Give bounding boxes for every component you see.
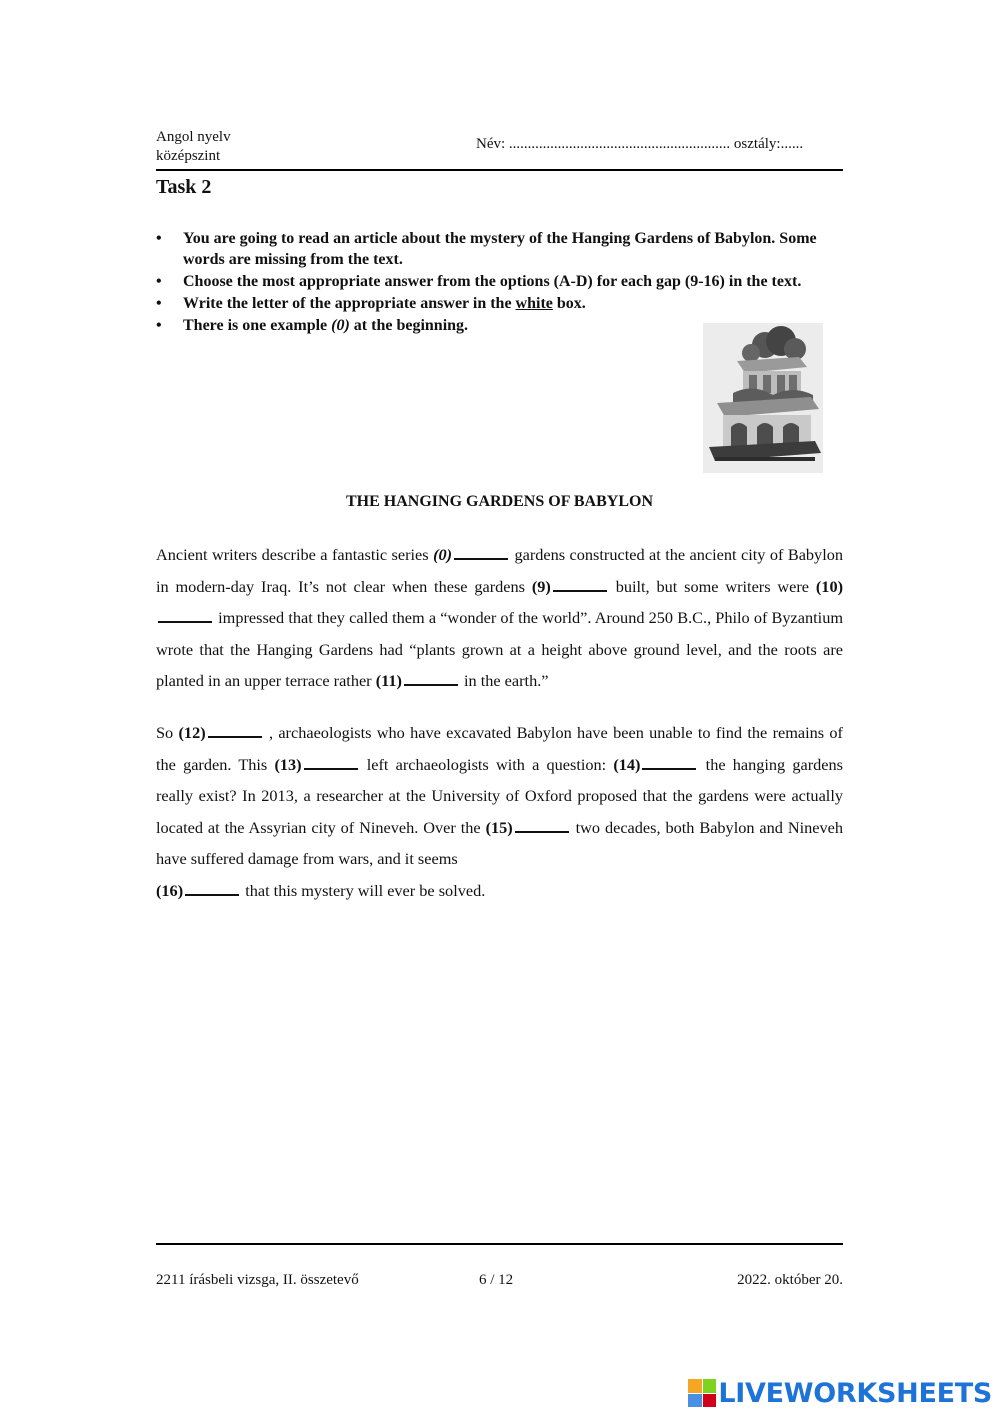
gap-blank-13[interactable] (304, 754, 358, 770)
page-number: 6 / 12 (479, 1272, 514, 1288)
gap-label-12: (12) (178, 723, 206, 742)
underlined-word: white (515, 295, 553, 312)
instruction-item: • Choose the most appropriate answer from the options (A-D) for each gap (9-16) in the text. (156, 273, 802, 290)
gap-label-16: (16) (156, 880, 184, 900)
instruction-item: • There is one example (0) at the beginning. (156, 317, 469, 334)
bullet-icon: • (156, 317, 162, 334)
article-paragraph-2: So (12) , archaeologists who have excavated Babylon have been unable to find the remains of the garden. This (13) left archaeologists with a question: (14) the hanging gardens really exist? In 2013, a researcher at the University of Oxford proposed that the gardens were actually located at the Assyrian city of Nineveh. Over the (15) two decades, both Babylon and Nineveh have suffered damage from wars, and it seems (16) that this mystery will ever be solved. (156, 723, 844, 900)
gap-label-11: (11) (375, 671, 402, 690)
bullet-icon: • (156, 273, 162, 290)
gap-label-15: (15) (485, 817, 513, 837)
footer-divider (156, 1243, 843, 1245)
gap-blank-0[interactable] (454, 544, 508, 560)
liveworksheets-logo-icon (688, 1379, 716, 1407)
exam-date: 2022. október 20. (737, 1272, 843, 1288)
article-title: THE HANGING GARDENS OF BABYLON (346, 493, 653, 510)
hanging-gardens-illustration (703, 323, 823, 473)
exam-subject (156, 128, 296, 166)
header-divider (156, 169, 843, 171)
task-title: Task 2 (156, 176, 212, 198)
bullet-icon: • (156, 295, 162, 312)
student-name-field: Név: ........................................................... osztály:...... (476, 136, 804, 152)
gap-label-9: (9) (531, 576, 551, 596)
gap-label-14: (14) (613, 754, 641, 774)
exam-code: 2211 írásbeli vizsga, II. összetevő (156, 1272, 359, 1288)
instructions-list (156, 228, 846, 337)
building-illustration-icon (703, 323, 823, 473)
gap-label-0: (0) (433, 545, 453, 564)
gap-blank-9[interactable] (553, 576, 607, 592)
instruction-item: • You are going to read an article about the mystery of the Hanging Gardens of Babylon. Some words are missing from the text. (156, 230, 817, 268)
instruction-item: • Write the letter of the appropriate answer in the white box. (156, 295, 586, 312)
gap-blank-14[interactable] (642, 754, 696, 770)
gap-label-10: (10) (815, 576, 844, 596)
bullet-icon: • (156, 230, 162, 247)
gap-blank-11[interactable] (404, 670, 458, 686)
gap-label-13: (13) (274, 754, 302, 774)
subject-level: középszint (156, 148, 221, 164)
gap-blank-15[interactable] (515, 817, 569, 833)
article-paragraph-1: Ancient writers describe a fantastic series (0) gardens constructed at the ancient city of Babylon in modern-day Iraq. It’s not clear when these gardens (9) built, but some writers were (10) impressed that they called them a “wonder of the world”. Around 250 B.C., Philo of Byzantium wrote that the Hanging Gardens had “plants grown at a height above ground level, and the roots are planted in an upper terrace rather (11) in the earth.” (156, 545, 844, 690)
gap-blank-16[interactable] (185, 880, 239, 896)
subject-language: Angol nyelv (156, 129, 231, 145)
liveworksheets-brand[interactable] (688, 1376, 992, 1410)
brand-name: LIVEWORKSHEETS (718, 1377, 992, 1409)
gap-blank-12[interactable] (208, 722, 262, 738)
gap-blank-10[interactable] (158, 607, 212, 623)
